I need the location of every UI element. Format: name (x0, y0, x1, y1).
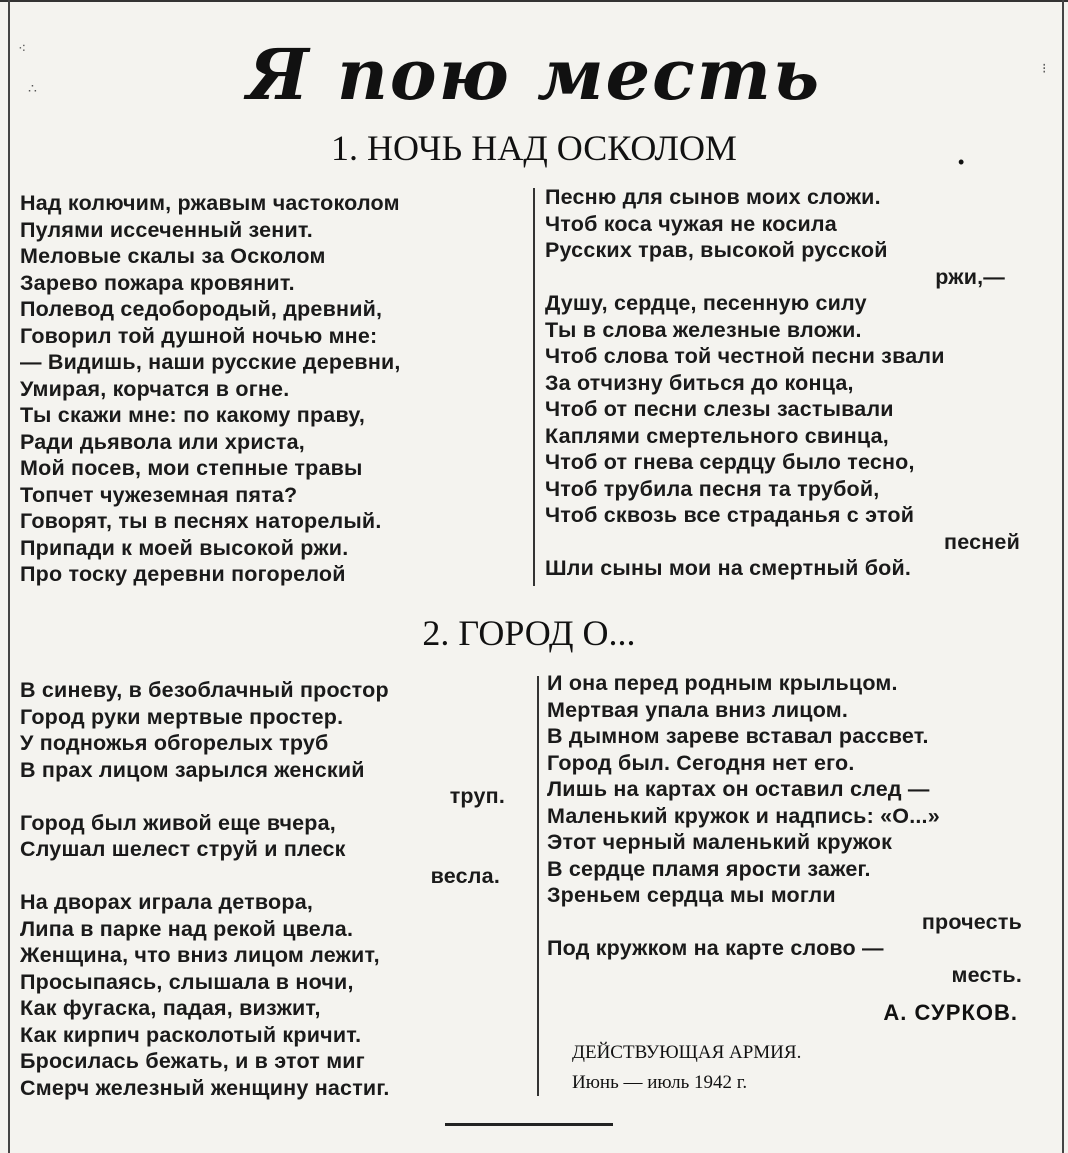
verse-line: Чтоб слова той честной песни звали (545, 344, 945, 368)
verse-line: В прах лицом зарылся женский (20, 757, 365, 782)
verse-line: За отчизну биться до конца, (545, 370, 854, 395)
verse-line: Про тоску деревни погорелой (20, 562, 346, 586)
verse-line: песней (944, 529, 1020, 554)
verse-line: Умирая, корчатся в огне. (20, 376, 290, 401)
verse-line: Говорят, ты в песнях наторелый. (20, 509, 382, 533)
poem-title: Я пою месть (246, 33, 822, 116)
verse-line: Чтоб коса чужая не косила (545, 211, 837, 236)
verse-line: Под кружком на карте слово — (547, 936, 884, 960)
print-speck: ⁝ (1042, 60, 1047, 76)
part1-right-column (545, 184, 1045, 582)
part2-right-column (547, 670, 1047, 988)
verse-line: Над колючим, ржавым частоколом (20, 191, 400, 215)
verse-line: Ради дьявола или христа, (20, 429, 305, 454)
verse-line: И она перед родным крыльцом. (547, 671, 898, 695)
verse-line: Полевод седобородый, древний, (20, 297, 383, 321)
verse-line: Ты скажи мне: по какому праву, (20, 403, 366, 427)
verse-line: Шли сыны мои на смертный бой. (545, 556, 912, 580)
verse-line: Ты в слова железные вложи. (545, 317, 862, 342)
print-speck: ⁖ (18, 40, 27, 56)
verse-line: Русских трав, высокой русской (545, 238, 888, 262)
verse-line: Город руки мертвые простер. (20, 704, 344, 729)
verse-line: Женщина, что вниз лицом лежит, (20, 943, 380, 967)
verse-line: Припади к моей высокой ржи. (20, 535, 349, 560)
verse-line: В синеву, в безоблачный простор (20, 678, 389, 702)
print-speck: ∴ (28, 80, 37, 96)
verse-line: Липа в парке над рекой цвела. (20, 916, 354, 941)
verse-line: Каплями смертельного свинца, (545, 423, 889, 448)
verse-line: Душу, сердце, песенную силу (545, 291, 867, 315)
verse-line: Чтоб от гнева сердцу было тесно, (545, 450, 915, 474)
verse-line: В сердце пламя ярости зажег. (547, 856, 871, 881)
verse-line: Маленький кружок и надпись: «О...» (547, 803, 940, 828)
verse-line: Зреньем сердца мы могли (547, 883, 836, 907)
verse-line: Топчет чужеземная пята? (20, 482, 298, 507)
verse-line: весла. (430, 863, 500, 888)
left-border (8, 0, 10, 1153)
date-line: Июнь — июль 1942 г. (572, 1072, 748, 1093)
verse-line: Лишь на картах он оставил след — (547, 777, 930, 801)
verse-line: Как фугаска, падая, визжит, (20, 996, 321, 1020)
verse-line: Город был живой еще вчера, (20, 810, 336, 835)
verse-line: На дворах играла детвора, (20, 890, 314, 914)
verse-line: труп. (449, 784, 505, 808)
closing-rule (445, 1123, 613, 1126)
print-speck: • (958, 152, 965, 172)
verse-line: — Видишь, наши русские деревни, (20, 350, 401, 374)
verse-line: Пулями иссеченный зенит. (20, 217, 313, 242)
place-line: ДЕЙСТВУЮЩАЯ АРМИЯ. (572, 1042, 802, 1063)
right-border (1062, 0, 1064, 1153)
part2-left-column (20, 677, 525, 1101)
verse-line: Как кирпич расколотый кричит. (20, 1022, 362, 1047)
column-rule (533, 188, 535, 586)
verse-line: месть. (951, 962, 1022, 987)
verse-line: Зарево пожара кровянит. (20, 270, 295, 295)
verse-line: Меловые скалы за Осколом (20, 244, 326, 268)
verse-line: Просыпаясь, слышала в ночи, (20, 969, 354, 994)
verse-line: Слушал шелест струй и плеск (20, 837, 346, 861)
part2-heading: 2. ГОРОД О... (422, 613, 636, 653)
verse-line: прочесть (921, 909, 1022, 934)
part1-heading: 1. НОЧЬ НАД ОСКОЛОМ (331, 128, 737, 168)
verse-line: Чтоб трубила песня та трубой, (545, 476, 880, 501)
verse-line: Говорил той душной ночью мне: (20, 323, 378, 348)
verse-line: Чтоб от песни слезы застывали (545, 397, 894, 421)
verse-line: В дымном зареве вставал рассвет. (547, 724, 929, 748)
verse-line: Мой посев, мои степные травы (20, 456, 363, 480)
verse-line: Бросилась бежать, и в этот миг (20, 1049, 365, 1073)
verse-line: Смерч железный женщину настиг. (20, 1075, 390, 1100)
verse-line: Мертвая упала вниз лицом. (547, 697, 849, 722)
verse-line: Чтоб сквозь все страданья с этой (545, 503, 915, 527)
verse-line: Город был. Сегодня нет его. (547, 750, 855, 775)
verse-line: ржи,— (935, 264, 1005, 289)
column-rule (537, 676, 539, 1096)
verse-line: Песню для сынов моих сложи. (545, 185, 881, 209)
top-border (0, 0, 1068, 8)
verse-line: Этот черный маленький кружок (547, 830, 893, 854)
verse-line: У подножья обгорелых труб (20, 731, 329, 755)
author-signature: А. СУРКОВ. (883, 1000, 1018, 1025)
part1-left-column (20, 190, 525, 588)
